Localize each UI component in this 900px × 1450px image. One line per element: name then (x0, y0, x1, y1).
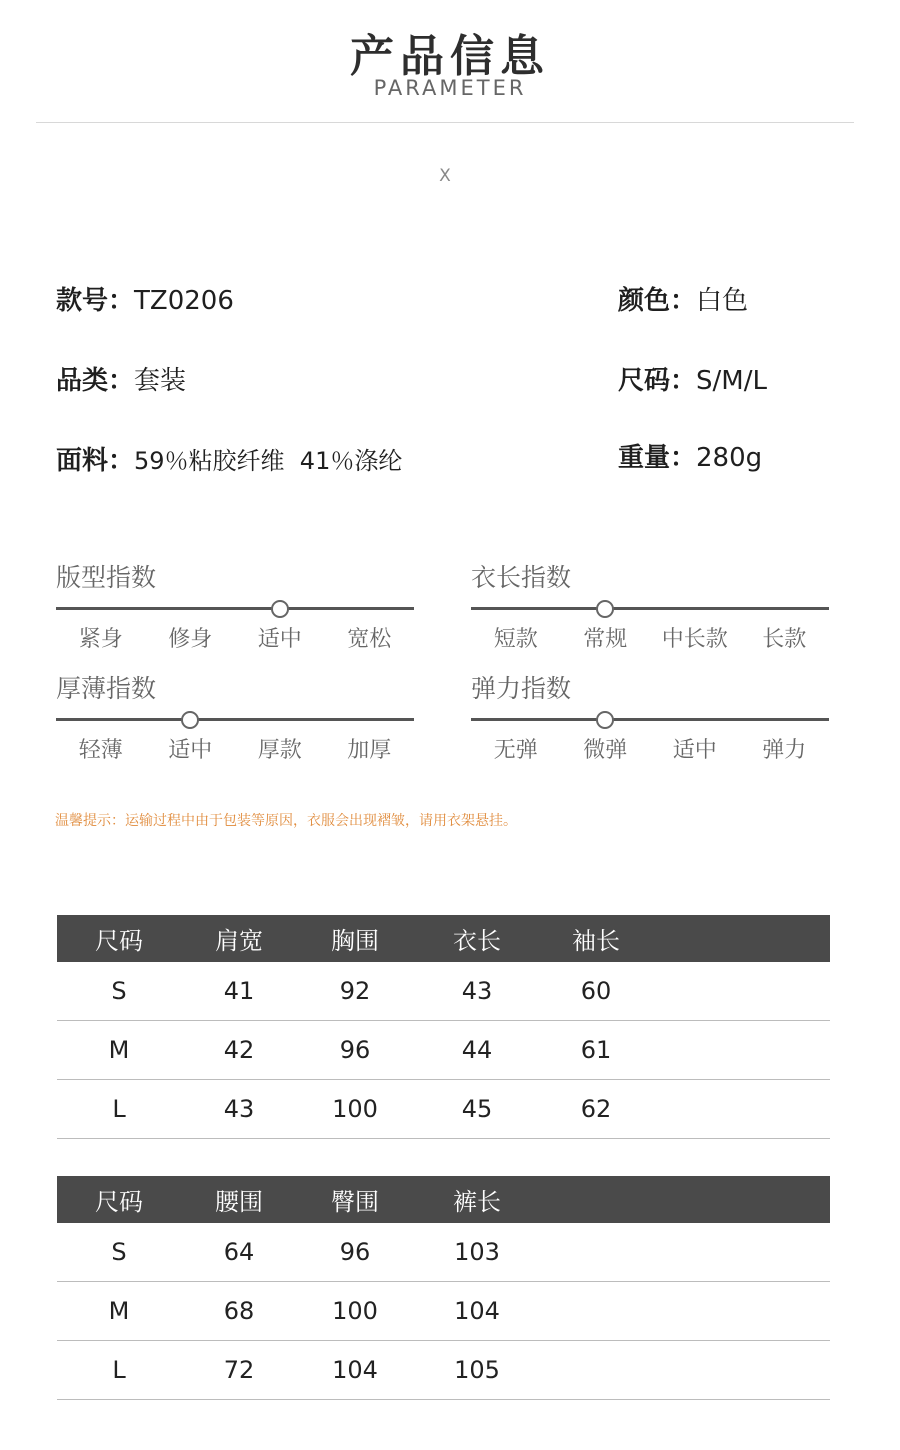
info-style-no (56, 280, 234, 317)
index-option: 长款 (762, 627, 807, 652)
table-row (57, 1080, 830, 1139)
table-cell: S (57, 1223, 181, 1282)
table-cell: 96 (297, 1223, 413, 1282)
index-title: 弹力指数 (471, 674, 572, 703)
table-header-cell: 肩宽 (181, 915, 297, 962)
index-option: 短款 (493, 627, 538, 652)
index-option: 微弹 (583, 738, 628, 763)
info-size (618, 360, 767, 397)
table-header-cell (651, 1176, 830, 1223)
info-fabric (56, 440, 402, 477)
table-cell: 96 (297, 1021, 413, 1080)
table-cell (541, 1341, 651, 1400)
table-header-cell: 尺码 (57, 915, 181, 962)
index-track (471, 718, 829, 721)
table-cell: 64 (181, 1223, 297, 1282)
info-value: S/M/L (696, 366, 767, 396)
index-knob (596, 711, 614, 729)
table-cell: 44 (413, 1021, 541, 1080)
table-cell: 42 (181, 1021, 297, 1080)
index-option: 轻薄 (78, 738, 123, 763)
index-option: 修身 (168, 627, 213, 652)
table-cell: 72 (181, 1341, 297, 1400)
index-knob (271, 600, 289, 618)
table-header-row (57, 1176, 830, 1223)
info-label: 重量： (618, 443, 697, 473)
index-option: 无弹 (493, 738, 538, 763)
index-option: 常规 (583, 627, 628, 652)
index-title: 版型指数 (56, 563, 157, 592)
index-option: 加厚 (347, 738, 392, 763)
table-cell: S (57, 962, 181, 1021)
index-track (56, 718, 414, 721)
table-header-cell: 尺码 (57, 1176, 181, 1223)
table-cell: 68 (181, 1282, 297, 1341)
info-label: 款号： (56, 286, 135, 316)
table-cell (651, 1223, 830, 1282)
table-cell: 100 (297, 1080, 413, 1139)
table-cell: L (57, 1341, 181, 1400)
index-option: 适中 (168, 738, 213, 763)
index-option: 适中 (257, 627, 302, 652)
table-header-cell: 胸围 (297, 915, 413, 962)
table-row (57, 1341, 830, 1400)
table-cell: 105 (413, 1341, 541, 1400)
page-title: 产品信息 (350, 31, 550, 82)
table-cell: 45 (413, 1080, 541, 1139)
table-cell (541, 1223, 651, 1282)
table-header-cell: 袖长 (541, 915, 651, 962)
table-cell: 104 (413, 1282, 541, 1341)
index-elasticity (471, 669, 829, 764)
index-option: 紧身 (78, 627, 123, 652)
table-cell (541, 1282, 651, 1341)
info-label: 面料： (56, 446, 135, 476)
table-cell: 61 (541, 1021, 651, 1080)
table-cell (651, 1080, 830, 1139)
table-cell: 60 (541, 962, 651, 1021)
table-cell: 41 (181, 962, 297, 1021)
index-fit (56, 558, 414, 653)
info-value: 280g (696, 443, 763, 473)
index-option: 适中 (672, 738, 717, 763)
index-thickness (56, 669, 414, 764)
info-label: 尺码： (618, 366, 697, 396)
table-cell: 43 (413, 962, 541, 1021)
info-weight (618, 437, 762, 474)
table-header-cell (651, 915, 830, 962)
table-cell (651, 1282, 830, 1341)
table-cell: M (57, 1021, 181, 1080)
table-cell: 100 (297, 1282, 413, 1341)
table-cell: 62 (541, 1080, 651, 1139)
info-label: 品类： (56, 366, 135, 396)
index-title: 厚薄指数 (56, 674, 157, 703)
table-cell (651, 962, 830, 1021)
info-value: 59％粘胶纤维 41％涤纶 (134, 447, 403, 475)
info-value: TZ0206 (134, 286, 234, 316)
pants-size-table (57, 1176, 830, 1400)
table-cell: 104 (297, 1341, 413, 1400)
index-knob (181, 711, 199, 729)
table-header-cell: 裤长 (413, 1176, 541, 1223)
index-track (56, 607, 414, 610)
table-cell: 43 (181, 1080, 297, 1139)
table-cell: L (57, 1080, 181, 1139)
page-subtitle: PARAMETER (373, 76, 527, 100)
table-row (57, 962, 830, 1021)
index-option: 宽松 (347, 627, 392, 652)
index-length (471, 558, 829, 653)
index-knob (596, 600, 614, 618)
table-cell: M (57, 1282, 181, 1341)
table-cell (651, 1341, 830, 1400)
table-header-cell: 臀围 (297, 1176, 413, 1223)
index-track (471, 607, 829, 610)
info-label: 颜色： (618, 286, 697, 316)
table-cell: 92 (297, 962, 413, 1021)
table-cell (651, 1021, 830, 1080)
info-value: 白色 (696, 286, 749, 316)
index-option: 厚款 (257, 738, 302, 763)
top-size-table (57, 915, 830, 1139)
table-cell: 103 (413, 1223, 541, 1282)
index-option: 中长款 (661, 627, 728, 652)
table-row (57, 1021, 830, 1080)
info-value: 套装 (134, 366, 187, 396)
care-tip: 温馨提示：运输过程中由于包装等原因，衣服会出现褶皱，请用衣架悬挂。 (55, 813, 517, 829)
index-title: 衣长指数 (471, 563, 572, 592)
table-header-cell: 衣长 (413, 915, 541, 962)
info-color (618, 280, 748, 317)
info-category (56, 360, 186, 397)
table-row (57, 1223, 830, 1282)
close-mark: X (439, 166, 451, 186)
table-header-cell: 腰围 (181, 1176, 297, 1223)
table-header-row (57, 915, 830, 962)
index-option: 弹力 (762, 738, 807, 763)
table-header-cell (541, 1176, 651, 1223)
table-row (57, 1282, 830, 1341)
title-divider (36, 122, 854, 123)
